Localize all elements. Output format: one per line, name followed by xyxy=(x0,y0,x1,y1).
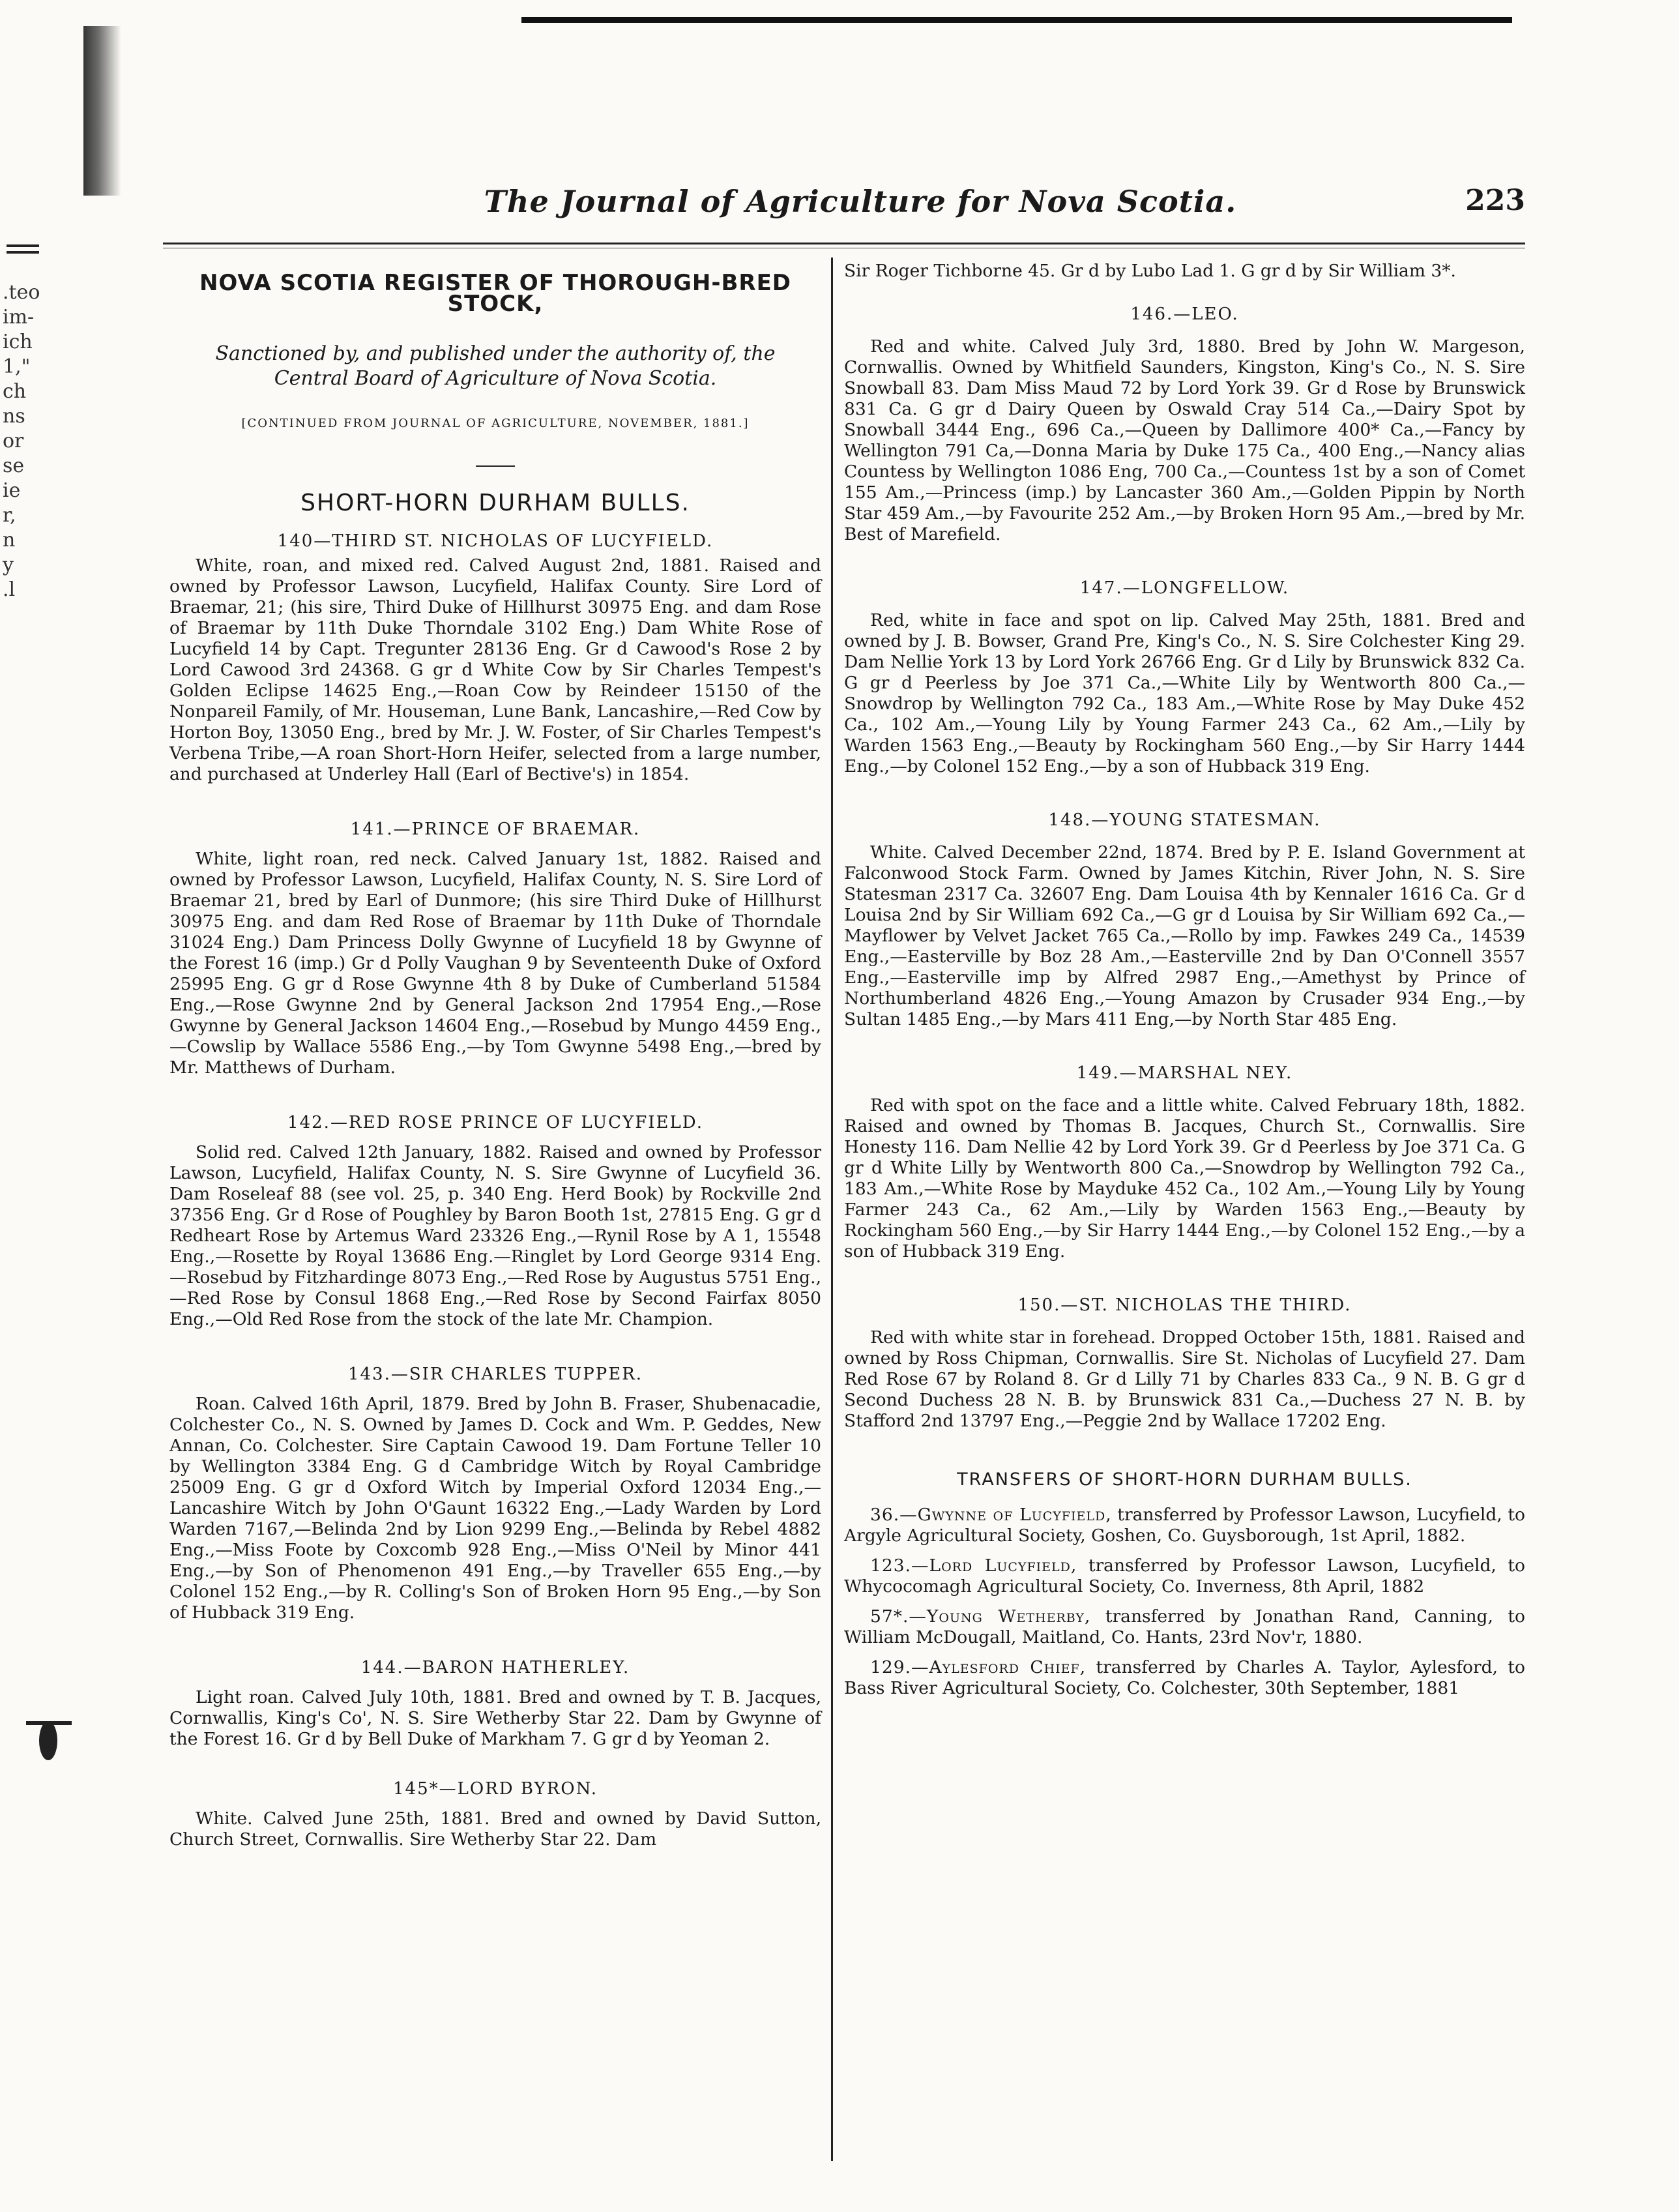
running-title: The Journal of Agriculture for Nova Scotia. xyxy=(484,184,1237,219)
entry-text: White. Calved June 25th, 1881. Bred and owned by David Sutton, Church Street, Cornwallis. Sire Wetherby Star 22. Dam xyxy=(169,1808,821,1850)
margin-rule xyxy=(7,244,39,254)
transfer-name: 57*.—Young Wetherby, xyxy=(870,1606,1091,1627)
entry-text: Red, white in face and spot on lip. Calved May 25th, 1881. Bred and owned by J. B. Bowser, Grand Pre, King's Co., N. S. Sire Colchester King 29. Dam Nellie York 13 by Lord York 26766 Eng. Gr d Lily by Brunswick 832 Ca. G gr d Peerless by Joe 371 Ca.,—White Lily by Wentworth 800 Ca.,—Snowdrop by Wellington 792 Ca., 183 Am.,—White Rose by May Duke 452 Ca., 102 Am.,—Young Lily by Young Farmer 243 Ca., 62 Am.,—Lily by Warden 1563 Eng.,—Beauty by Rockingham 560 Eng.,—by Sir Harry 1444 Eng.,—by Colonel 152 Eng.,—by a son of Hubback 319 Eng. xyxy=(844,610,1525,776)
margin-fragment: y xyxy=(3,553,14,576)
transfer-entry xyxy=(844,1505,1525,1546)
entry-text: Light roan. Calved July 10th, 1881. Bred and owned by T. B. Jacques, Cornwallis, King's Co', N. S. Sire Wetherby Star 22. Dam by Gwynne of the Forest 16. Gr d by Bell Duke of Markham 7. G gr d by Yeoman 2. xyxy=(169,1687,821,1749)
transfers-heading: TRANSFERS OF SHORT-HORN DURHAM BULLS. xyxy=(957,1469,1412,1490)
transfer-entry xyxy=(844,1606,1525,1648)
margin-fragment: ie xyxy=(3,479,21,502)
margin-fragment: n xyxy=(3,529,16,552)
register-subtitle: Sanctioned by, and published under the authority of, the Central Board of Agriculture of Nova Scotia. xyxy=(215,342,776,390)
entry-heading: 141.—PRINCE OF BRAEMAR. xyxy=(350,819,641,839)
transfer-entry xyxy=(844,1556,1525,1597)
right-column xyxy=(844,261,1525,1699)
column-divider xyxy=(831,258,833,2161)
left-column xyxy=(169,261,821,1850)
register-title: NOVA SCOTIA REGISTER OF THOROUGH-BRED STOCK, xyxy=(199,270,792,317)
entry-heading: 147.—LONGFELLOW. xyxy=(1079,578,1290,598)
entry-heading: 150.—ST. NICHOLAS THE THIRD. xyxy=(1017,1295,1352,1315)
transfer-name: 129.—Aylesford Chief, xyxy=(870,1657,1087,1677)
entry-heading: 143.—SIR CHARLES TUPPER. xyxy=(347,1364,643,1384)
margin-fragment: or xyxy=(3,430,24,452)
entry-heading: 148.—YOUNG STATESMAN. xyxy=(1048,810,1321,830)
top-printed-rule xyxy=(521,17,1512,23)
entry-text: Solid red. Calved 12th January, 1882. Raised and owned by Professor Lawson, Lucyfield, Halifax County, N. S. Sire Gwynne of Lucyfield 36. Dam Roseleaf 88 (see vol. 25, p. 340 Eng. Herd Book) by Rockville 2nd 37356 Eng. Gr d Rose of Poughley by Baron Booth 1st, 27815 Eng. G gr d Redheart Rose by Artemus Ward 23326 Eng.,—Rynil Rose by A 1, 15548 Eng.,—Rosette by Royal 13686 Eng.—Ringlet by Lord George 9314 Eng.—Rosebud by Fitzhardinge 8073 Eng.,—Red Rose by Augustus 5751 Eng.,—Red Rose by Consul 1868 Eng.,—Red Rose by Second Fairfax 8050 Eng.,—Old Red Rose from the stock of the late Mr. Champion. xyxy=(169,1142,821,1329)
continuation-text: Sir Roger Tichborne 45. Gr d by Lubo Lad 1. G gr d by Sir William 3*. xyxy=(844,261,1456,281)
margin-fragment: se xyxy=(3,454,25,477)
ink-blot xyxy=(39,1721,57,1760)
entry-text: Red with white star in forehead. Dropped October 15th, 1881. Raised and owned by Ross Chipman, Cornwallis. Sire St. Nicholas of Lucyfield 27. Dam Red Rose 67 by Roland 8. Gr d Lilly 71 by Charles 833 Ca., 9 N. B. G gr d Second Duchess 28 N. B. by Brunswick 831 Ca.,—Duchess 27 N. B. by Stafford 2nd 13797 Eng.,—Peggie 2nd by Wallace 17202 Eng. xyxy=(844,1327,1525,1431)
entry-heading: 145*—LORD BYRON. xyxy=(393,1779,598,1799)
margin-fragment: ich xyxy=(3,331,33,353)
entry-text: White, roan, and mixed red. Calved August 2nd, 1881. Raised and owned by Professor Lawson, Lucyfield, Halifax County. Sire Lord of Braemar, 21; (his sire, Third Duke of Hillhurst 30975 Eng. and dam Rose of Braemar by 11th Duke Thorndale 3102 Eng.) Dam White Rose of Lucyfield 14 by Capt. Tregunter 28136 Eng. Gr d Cawood's Rose 2 by Lord Cawood 3rd 24368. G gr d White Cow by Sir Charles Tempest's Golden Eclipse 14625 Eng.,—Roan Cow by Reindeer 15150 of the Nonpareil Family, of Mr. Houseman, Lune Bank, Lancashire,—Red Cow by Horton Boy, 13050 Eng., bred by Mr. J. W. Foster, of Sir Charles Tempest's Verbena Tribe,—A roan Short-Horn Heifer, selected from a large number, and purchased at Underley Hall (Earl of Bective's) in 1854. xyxy=(169,555,821,784)
continued-note: [CONTINUED FROM JOURNAL OF AGRICULTURE, NOVEMBER, 1881.] xyxy=(241,417,750,430)
transfer-text: transferred by Professor Lawson, Lucyfield, to Whycocomagh Agricultural Society, Co. Inverness, 8th April, 1882 xyxy=(844,1556,1525,1597)
margin-fragment: .teo xyxy=(3,281,40,304)
entry-text: Roan. Calved 16th April, 1879. Bred by John B. Fraser, Shubenacadie, Colchester Co., N. S. Owned by James D. Cock and Wm. P. Geddes, New Annan, Co. Colchester. Sire Captain Cawood 19. Dam Fortune Teller 10 by Wellington 3384 Eng. G d Cambridge Witch by Royal Cambridge 25009 Eng. G gr d Oxford Witch by Imperial Oxford 12034 Eng.,—Lancashire Witch by John O'Gaunt 16322 Eng.,—Lady Warden by Lord Warden 7167,—Belinda 2nd by Lion 9299 Eng.,—Belinda by Rebel 4882 Eng.,—Miss Foote by Coxcomb 928 Eng.,—Miss O'Neil by Minor 441 Eng.,—by Son of Phenomenon 491 Eng.,—by Traveller 655 Eng.,—by Colonel 152 Eng.,—by R. Colling's Son of Broken Horn 95 Eng.,—by Son of Hubback 319 Eng. xyxy=(169,1394,821,1623)
section-heading: SHORT-HORN DURHAM BULLS. xyxy=(300,490,690,516)
transfer-text: transferred by Charles A. Taylor, Aylesford, to Bass River Agricultural Society, Co. Colchester, 30th September, 1881 xyxy=(844,1657,1525,1698)
entry-heading: 142.—RED ROSE PRINCE OF LUCYFIELD. xyxy=(287,1113,703,1132)
entry-heading: 140—THIRD ST. NICHOLAS OF LUCYFIELD. xyxy=(277,531,714,551)
binding-shadow xyxy=(83,26,121,196)
entry-heading: 144.—BARON HATHERLEY. xyxy=(360,1658,630,1677)
transfer-entry xyxy=(844,1657,1525,1699)
transfer-text: transferred by Professor Lawson, Lucyfield, to Argyle Agricultural Society, Goshen, Co. Guysborough, 1st April, 1882. xyxy=(844,1505,1525,1546)
header-rule xyxy=(163,243,1525,244)
margin-fragment: im- xyxy=(3,306,35,329)
margin-fragment: ns xyxy=(3,405,25,428)
entry-heading: 149.—MARSHAL NEY. xyxy=(1076,1063,1293,1083)
entry-text: White, light roan, red neck. Calved January 1st, 1882. Raised and owned by Professor Lawson, Lucyfield, Halifax County, N. S. Sire Lord of Braemar 21, bred by Earl of Dunmore; (his sire Third Duke of Hillhurst 30975 Eng. and dam Red Rose of Braemar by 11th Duke of Thorndale 31024 Eng.) Dam Princess Dolly Gwynne of Lucyfield 18 by Gwynne of the Forest 16 (imp.) Gr d Polly Vaughan 9 by Seventeenth Duke of Oxford 25995 Eng. G gr d Rose Gwynne 4th 8 by Duke of Cumberland 51584 Eng.,—Rose Gwynne 2nd by General Jackson 2nd 17954 Eng.,—Rose Gwynne by General Jackson 14604 Eng.,—Rosebud by Mungo 4459 Eng.,—Cowslip by Wallace 5586 Eng.,—by Tom Gwynne 5498 Eng.,—bred by Mr. Matthews of Durham. xyxy=(169,849,821,1078)
margin-text-fragments xyxy=(3,280,48,602)
short-rule xyxy=(476,465,515,467)
transfer-name: 36.—Gwynne of Lucyfield, xyxy=(870,1505,1112,1525)
margin-fragment: ch xyxy=(3,380,27,403)
entry-text: Red and white. Calved July 3rd, 1880. Bred by John W. Margeson, Cornwallis. Owned by Whitfield Saunders, Kingston, King's Co., N. S. Sire Snowball 83. Dam Miss Maud 72 by Lord York 39. Gr d Rose by Brunswick 831 Ca. G gr d Dairy Queen by Oswald Cray 514 Ca.,—Dairy Spot by Snowball 3444 Eng., 696 Ca.,—Queen by Dallimore 400* Ca.,—Fancy by Wellington 791 Ca,—Donna Maria by Duke 175 Ca., 400 Eng.,—Nancy alias Countess by Wellington 1086 Eng, 700 Ca.,—Countess 1st by a son of Comet 155 Am.,—Princess (imp.) by Lancaster 360 Am.,—Golden Pippin by North Star 459 Am.,—by Favourite 252 Am.,—by Broken Horn 95 Am.,—bred by Mr. Best of Marefield. xyxy=(844,336,1525,544)
transfer-text: transferred by Jonathan Rand, Canning, to William McDougall, Maitland, Co. Hants, 23rd Nov'r, 1880. xyxy=(844,1606,1525,1647)
entry-text: Red with spot on the face and a little white. Calved February 18th, 1882. Raised and owned by Thomas B. Jacques, Church St., Cornwallis. Sire Honesty 116. Dam Nellie 42 by Lord York 39. Gr d Peerless by Joe 371 Ca. G gr d White Lilly by Wentworth 800 Ca.,—Snowdrop by Wellington 792 Ca., 183 Am.,—White Rose by Mayduke 452 Ca., 102 Am.,—Young Lily by Young Farmer 243 Ca., 62 Am.,—Lily by Warden 1563 Eng.,—Beauty by Rockingham 560 Eng.,—by Sir Harry 1444 Eng.,—by Colonel 152 Eng.,—by a son of Hubback 319 Eng. xyxy=(844,1095,1525,1261)
transfer-name: 123.—Lord Lucyfield, xyxy=(870,1556,1077,1576)
margin-fragment: .l xyxy=(3,578,16,601)
page-header xyxy=(130,184,1525,236)
entry-text: White. Calved December 22nd, 1874. Bred by P. E. Island Government at Falconwood Stock Farm. Owned by James Kitchin, River John, N. S. Sire Statesman 2317 Ca. 32607 Eng. Dam Louisa 4th by Kennaler 1616 Ca. Gr d Louisa 2nd by Sir William 692 Ca.,—G gr d Louisa by Sir William 692 Ca.,—Mayflower by Velvet Jacket 765 Ca.,—Rollo by imp. Fawkes 249 Ca., 14539 Eng.,—Easterville by Boz 28 Am.,—Easterville 2nd by Dan O'Connell 3557 Eng.,—Easterville imp by Alfred 2987 Eng.,—Amethyst by Prince of Northumberland 4826 Eng.,—Young Amazon by Crusader 934 Eng.,—by Sultan 1485 Eng.,—by Mars 411 Eng,—by North Star 485 Eng. xyxy=(844,842,1525,1029)
page-number: 223 xyxy=(1465,184,1525,217)
ink-mark xyxy=(26,1721,72,1725)
margin-fragment: 1," xyxy=(3,355,31,378)
margin-fragment: r, xyxy=(3,504,16,527)
entry-heading: 146.—LEO. xyxy=(1130,304,1239,324)
